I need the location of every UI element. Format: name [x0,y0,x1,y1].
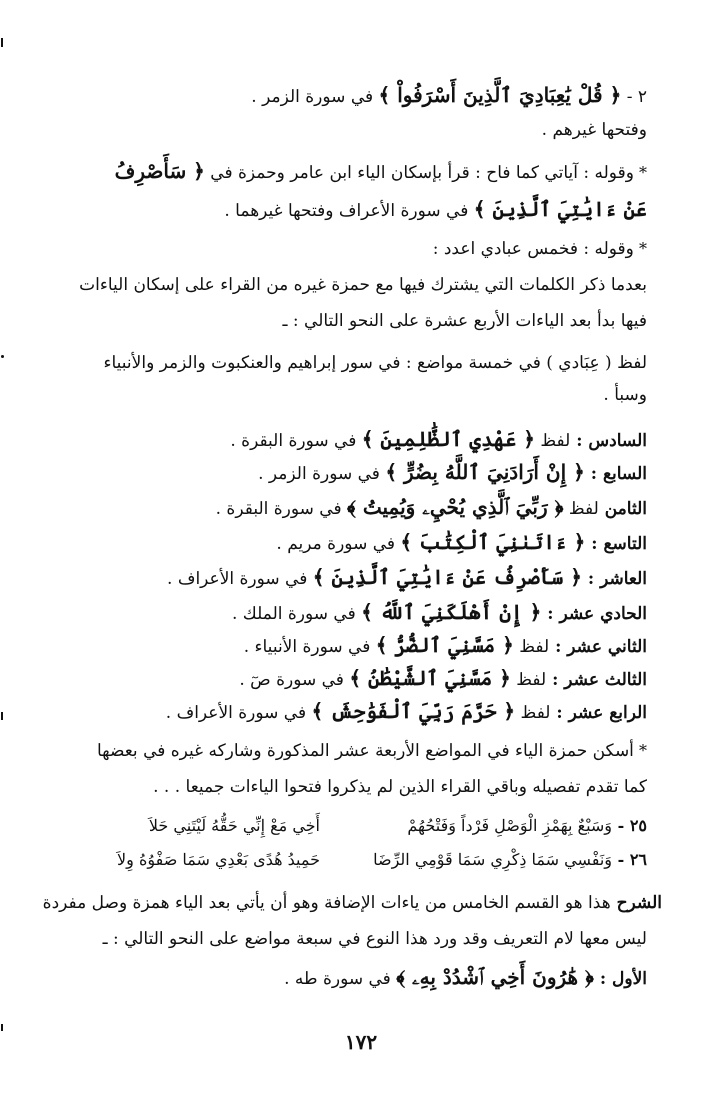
list-item: الثاني عشر : لفظ ﴿ مَسَّنِيَ ٱلضُّرُّ ﴾ في سورة الأنبياء . [243,633,647,657]
text-line: بعدما ذكر الكلمات التي يشترك فيها مع حمزة غيره من القراء على إسكان الياءات [79,275,647,295]
text-line: عَنْ ءَايَٰتِيَ ٱلَّذِينَ ﴾ في سورة الأعراف وفتحها غيرهما . [224,197,647,221]
star-marker: * [633,239,647,258]
text-line: فيها بدأ بعد الياءات الأربع عشرة على النحو التالي : ـ [282,311,647,331]
commentary-label: الشرح [610,893,662,913]
line-item-2: ٢ - ﴿ قُلْ يَٰعِبَادِيَ ٱلَّذِينَ أَسْرَفُواْ ﴾ في سورة الزمر . [251,83,647,107]
note-line: * وقوله : آياتي كما فاح : قرأ بإسكان الياء ابن عامر وحمزة في ﴿ سَأَصْرِفُ [114,159,647,183]
text-line: كما تقدم تفصيله وباقي القراء الذين لم يذكروا فتحوا الياءات جميعا . . . [153,777,647,797]
commentary-line: الشرح هذا هو القسم الخامس من ياءات الإضافة وهو أن يأتي بعد الياء همزة وصل مفردة [42,893,662,913]
text-line: وسبأ . [603,385,647,405]
verse-second-hemistich: أَخِي مَعْ إِنِّي حَقُّهُ لَيْتَنِي حَلاَ [148,816,320,835]
list-item: الأول : ﴿ هَٰرُونَ أَخِي ٱشْدُدْ بِهِۦ ﴾ في سورة طه . [284,965,647,989]
list-item: التاسع : ﴿ ءَاتَىٰنِيَ ٱلْكِتَٰبَ ﴾ في سورة مريم . [276,530,647,554]
star-marker: * [633,163,647,182]
text-line: ليس معها لام التعريف وقد ورد هذا النوع في سبعة مواضع على النحو التالي : ـ [102,929,647,949]
text-line: وفتحها غيرهم . [541,120,647,140]
verse-second-hemistich: حَمِيدُ هُدًى بَعْدِي سَمَا صَفْوُهُ وِلاَ [117,850,320,869]
scan-edge-mark [1,1024,3,1031]
note-line: * وقوله : فخمس عبادي اعدد : [432,239,647,259]
text-line: لفظ ( عِبَادي ) في خمسة مواضع : في سور إبراهيم والعنكبوت والزمر والأنبياء [103,353,647,373]
list-item: الثالث عشر : لفظ ﴿ مَسَّنِيَ ٱلشَّيْطَٰنُ ﴾ في سورة صٓ . [239,666,647,690]
scan-edge-mark [1,38,3,47]
star-marker: * [633,741,647,760]
list-item: السابع : ﴿ إِنْ أَرَادَنِيَ ٱللَّهُ بِضُرٍّ ﴾ في سورة الزمر . [258,460,647,484]
list-item: الرابع عشر : لفظ ﴿ حَرَّمَ رَبِّيَ ٱلْفَوَٰحِشَ ﴾ في سورة الأعراف . [165,699,647,723]
list-item: السادس : لفظ ﴿ عَهْدِي ٱلظَّٰلِمِينَ ﴾ في سورة البقرة . [230,427,647,451]
list-item: العاشر : ﴿ سَأَصْرِفُ عَنْ ءَايَٰتِيَ ٱلَّذِينَ ﴾ في سورة الأعراف . [167,565,647,589]
verse-first-hemistich: ٢٥ - وَسَبْعٌ بِهَمْزِ الْوَصْلِ فَرْداً وَفَتْحُهُمْ [407,816,647,835]
verse-first-hemistich: ٢٦ - وَنَفْسِي سَمَا ذِكْرِي سَمَا قَوْمِي الرِّضَا [373,850,647,869]
list-item: الثامن لفظ ﴿ رَبِّيَ ٱلَّذِي يُحْيِۦ وَيُمِيتُ ﴾ في سورة البقرة . [215,495,647,519]
scan-edge-mark [1,355,4,358]
page-number: ١٧٢ [344,1030,378,1054]
note-line: * أسكن حمزة الياء في المواضع الأربعة عشر المذكورة وشاركه غيره في بعضها [96,741,647,761]
list-item: الحادي عشر : ﴿ إِنْ أَهْلَكَنِيَ ٱللَّهُ ﴾ في سورة الملك . [231,600,647,624]
scan-edge-mark [1,712,3,720]
